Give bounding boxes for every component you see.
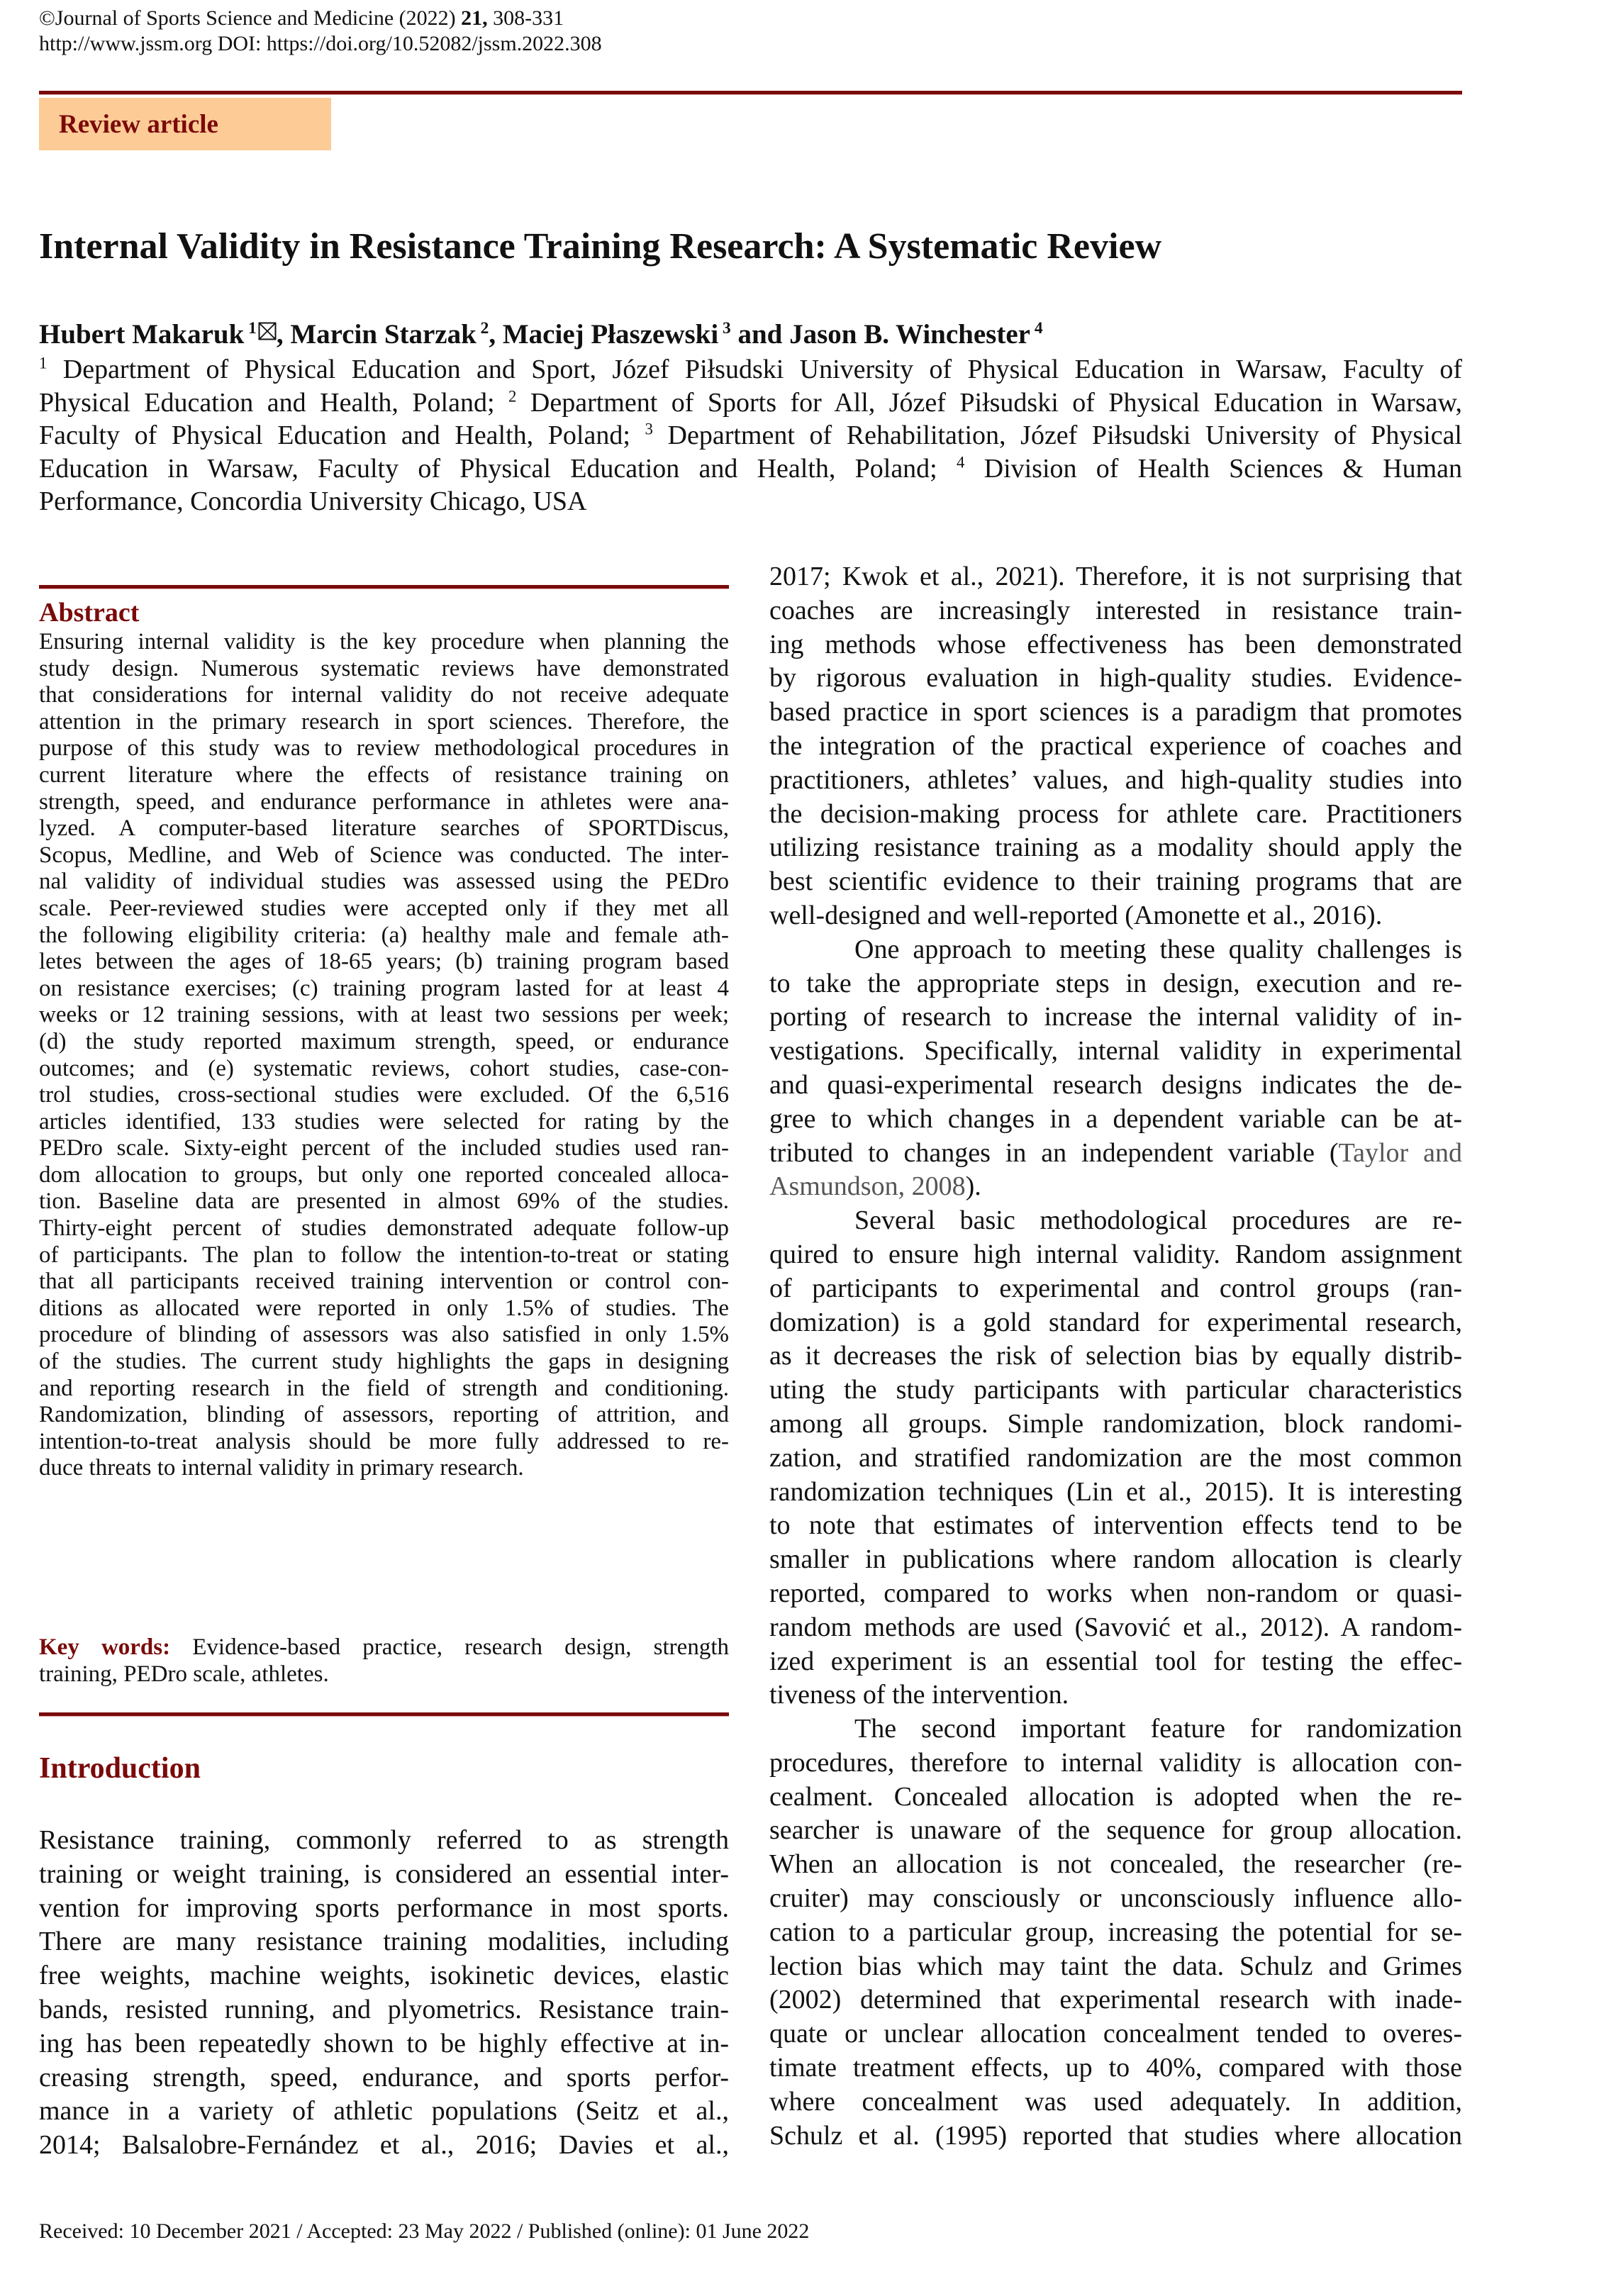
text-line: porting of research to increase the internal validity of in- [769,1002,1462,1032]
publication-dates: Received: 10 December 2021 / Accepted: 23 May 2022 / Published (online): 01 June 2022 [39,2219,810,2243]
text-line: uting the study participants with particular characteristics [769,1375,1462,1405]
text-line: Randomization, blinding of assessors, reporting of attrition, and [39,1402,729,1428]
text-line: gree to which changes in a dependent variable can be at- [769,1103,1462,1134]
text-line: procedures, therefore to internal validity is allocation con- [769,1747,1462,1778]
text-line: duce threats to internal validity in primary research. [39,1455,524,1481]
text-line: timate treatment effects, up to 40%, compared with those [769,2053,1462,2083]
text-line: articles identified, 133 studies were selected for rating by the [39,1108,729,1135]
paragraph [769,933,1462,1204]
text-line: study design. Numerous systematic reviews have demonstrated [39,655,729,681]
text-line: weeks or 12 training sessions, with at least two sessions per week; [39,1002,729,1028]
text-line: ditions as allocated were reported in only 1.5% of studies. The [39,1295,729,1321]
abstract-top-rule [39,585,729,589]
text-line: of participants. The plan to follow the intention-to-treat or stating [39,1242,729,1268]
text-line: the decision-making process for athlete care. Practitioners [769,798,1462,829]
text-line: coaches are increasingly interested in resistance train- [769,595,1462,625]
volume: 21, [461,6,488,30]
text-line: creasing strength, speed, endurance, and sports perfor- [39,2062,729,2092]
text-line: vestigations. Specifically, internal validity in experimental [769,1036,1462,1066]
affiliation-marker: 1 [244,319,257,338]
text-line: training or weight training, is considered an essential inter- [39,1858,729,1889]
text-line: tiveness of the intervention. [769,1680,1069,1710]
text-line: procedure of blinding of assessors was also satisfied in only 1.5% [39,1322,729,1348]
text-line: cation to a particular group, increasing the potential for se- [769,1917,1462,1947]
abstract-heading: Abstract [39,598,140,628]
paragraph [769,560,1462,933]
affiliation-line: Performance, Concordia University Chicago, USA [39,486,587,516]
text-line: Asmundson, 2008). [769,1171,981,1202]
text-line: intention-to-treat analysis should be more fully addressed to re- [39,1428,729,1454]
text-line: lection bias which may taint the data. Schulz and Grimes [769,1951,1462,1981]
text-line: of the studies. The current study highlights the gaps in designing [39,1349,729,1375]
text-line: randomization techniques (Lin et al., 2015). It is interesting [769,1476,1462,1507]
author-name: , Maciej Płaszewski [489,319,719,350]
text-line: well-designed and well-reported (Amonette et al., 2016). [769,900,1383,930]
text-line: tion. Baseline data are presented in almost 69% of the studies. [39,1188,729,1215]
text-line: mance in a variety of athletic populations (Seitz et al., [39,2096,729,2127]
keywords: Key words: Evidence-based practice, research design, strength training, PEDro scale, athletes. [39,1634,729,1687]
text-line: ing has been repeatedly shown to be highly effective at in- [39,2028,729,2058]
text-line: bands, resisted running, and plyometrics. Resistance train- [39,1994,729,2024]
affiliation-marker: 4 [1030,319,1043,338]
text-line: The second important feature for randomization [854,1714,1462,1744]
text-line: by rigorous evaluation in high-quality studies. Evidence- [769,663,1462,693]
article-type-badge [39,98,331,150]
paper-title: Internal Validity in Resistance Training Research: A Systematic Review [39,226,1162,267]
introduction-body-left [39,1824,729,2163]
text-line: quired to ensure high internal validity. Random assignment [769,1239,1462,1269]
header-rule [39,91,1462,94]
text-line: random methods are used (Savović et al., 2012). A random- [769,1612,1462,1642]
text-line: lyzed. A computer-based literature searches of SPORTDiscus, [39,815,729,842]
text-line: (d) the study reported maximum strength, speed, or endurance [39,1028,729,1054]
text-line: free weights, machine weights, isokinetic devices, elastic [39,1961,729,1991]
author-list [39,316,1043,350]
text-line: where concealment was used adequately. In addition, [769,2086,1462,2117]
affiliation-marker: 3 [718,319,731,338]
text-line: smaller in publications where random allocation is clearly [769,1544,1462,1575]
text-line: the following eligibility criteria: (a) healthy male and female ath- [39,922,729,948]
text-line: reported, compared to works when non-random or quasi- [769,1578,1462,1608]
text-line: trol studies, cross-sectional studies were excluded. Of the 6,516 [39,1082,729,1108]
affiliation-line: $^1$ Department of Physical Education and Sport, Józef Piłsudski University of Physical Education in Warsaw, Faculty of [39,354,1462,384]
text-line: as it decreases the risk of selection bias by equally distrib- [769,1341,1462,1371]
journal-header [39,6,602,57]
text-line: based practice in sport sciences is a paradigm that promotes [769,697,1462,728]
author-name: and Jason B. Winchester [730,319,1030,350]
text-line: outcomes; and (e) systematic reviews, cohort studies, case-con- [39,1055,729,1081]
text-line: quate or unclear allocation concealment tended to overes- [769,2019,1462,2049]
text-line: attention in the primary research in sport sciences. Therefore, the [39,708,729,735]
affiliation-line: Education in Warsaw, Faculty of Physical Education and Health, Poland; $^4$ Division of Health Sciences & Human [39,452,1462,484]
text-line: Thirty-eight percent of studies demonstrated adequate follow-up [39,1215,729,1242]
text-line: vention for improving sports performance in most sports. [39,1893,729,1923]
keywords-label: Key words: [39,1634,171,1660]
text-line: ized experiment is an essential tool for testing the effec- [769,1646,1462,1676]
doi-line[interactable]: http://www.jssm.org DOI: https://doi.org/10.52082/jssm.2022.308 [39,32,602,55]
text-line: searcher is unaware of the sequence for group allocation. [769,1815,1462,1846]
paragraph [769,1712,1462,2153]
text-line: dom allocation to groups, but only one reported concealed alloca- [39,1161,729,1188]
text-line: of participants to experimental and control groups (ran- [769,1273,1462,1303]
text-line: that all participants received training intervention or control con- [39,1269,729,1295]
text-line: 2017; Kwok et al., 2021). Therefore, it is not surprising that [769,562,1462,591]
affiliation-marker: 2 [476,319,489,338]
author-name: Hubert Makaruk [39,319,245,350]
text-line: Resistance training, commonly referred to as strength [39,1825,729,1855]
affiliation-line: Physical Education and Health, Poland; $^2$ Department of Sports for All, Józef Piłsudski of Physical Education in Warsaw, [39,386,1462,418]
text-line: zation, and stratified randomization are the most common [769,1442,1462,1473]
text-line: to take the appropriate steps in design, execution and re- [769,968,1462,998]
text-line: current literature where the effects of resistance training on [39,762,729,788]
affiliation-line: Faculty of Physical Education and Health, Poland; $^3$ Department of Rehabilitation, Józef Piłsudski University of Physical [39,420,1462,450]
text-line: and quasi-experimental research designs indicates the de- [769,1069,1462,1100]
text-line: purpose of this study was to review methodological procedures in [39,735,729,762]
text-line: There are many resistance training modalities, including [39,1927,729,1957]
affiliations [39,353,1462,518]
text-line: nal validity of individual studies was assessed using the PEDro [39,869,729,895]
text-line: utilizing resistance training as a modality should apply the [769,832,1462,863]
article-type-label: Review article [59,110,218,139]
journal-citation-line: ©Journal of Sports Science and Medicine (2022) 21, 308-331 [39,6,564,30]
text-line: to note that estimates of intervention effects tend to be [769,1510,1462,1541]
text-line: best scientific evidence to their training programs that are [769,866,1462,897]
introduction-body-right [769,560,1462,2153]
text-line: domization) is a gold standard for experimental research, [769,1307,1462,1337]
abstract-body [39,629,729,1482]
keywords-bottom-rule [39,1712,729,1716]
paragraph [769,1204,1462,1712]
text-line: (2002) determined that experimental research with inade- [769,1985,1462,2015]
text-line: ing methods whose effectiveness has been demonstrated [769,629,1462,659]
text-line: cruiter) may consciously or unconsciously influence allo- [769,1883,1462,1914]
text-line: on resistance exercises; (c) training program lasted for at least 4 [39,975,729,1001]
text-line: PEDro scale. Sixty-eight percent of the included studies used ran- [39,1135,729,1161]
text-line: Ensuring internal validity is the key procedure when planning the [39,629,729,654]
introduction-heading: Introduction [39,1752,201,1785]
text-line: letes between the ages of 18-65 years; (b) training program based [39,949,729,975]
text-line: strength, speed, and endurance performance in athletes were ana- [39,788,729,815]
text-line: the integration of the practical experience of coaches and [769,730,1462,761]
text-line: among all groups. Simple randomization, block randomi- [769,1408,1462,1439]
text-line: practitioners, athletes’ values, and high-quality studies into [769,764,1462,795]
text-line: Scopus, Medline, and Web of Science was conducted. The inter- [39,842,729,868]
text-line: 2014; Balsalobre-Fernández et al., 2016; Davies et al., [39,2130,729,2161]
author-name: , Marcin Starzak [276,319,477,350]
text-line: scale. Peer-reviewed studies were accepted only if they met all [39,895,729,921]
text-line: Several basic methodological procedures are re- [854,1205,1462,1236]
text-line: When an allocation is not concealed, the researcher (re- [769,1849,1462,1880]
text-line: Schulz et al. (1995) reported that studies where allocation [769,2120,1462,2151]
text-line: One approach to meeting these quality challenges is [854,934,1462,964]
text-line: tributed to changes in an independent variable (Taylor and [769,1137,1462,1168]
text-line: and reporting research in the field of strength and conditioning. [39,1375,729,1401]
text-line: cealment. Concealed allocation is adopted when the re- [769,1781,1462,1812]
text-line: that considerations for internal validity do not receive adequate [39,682,729,708]
envelope-icon[interactable] [258,316,277,334]
